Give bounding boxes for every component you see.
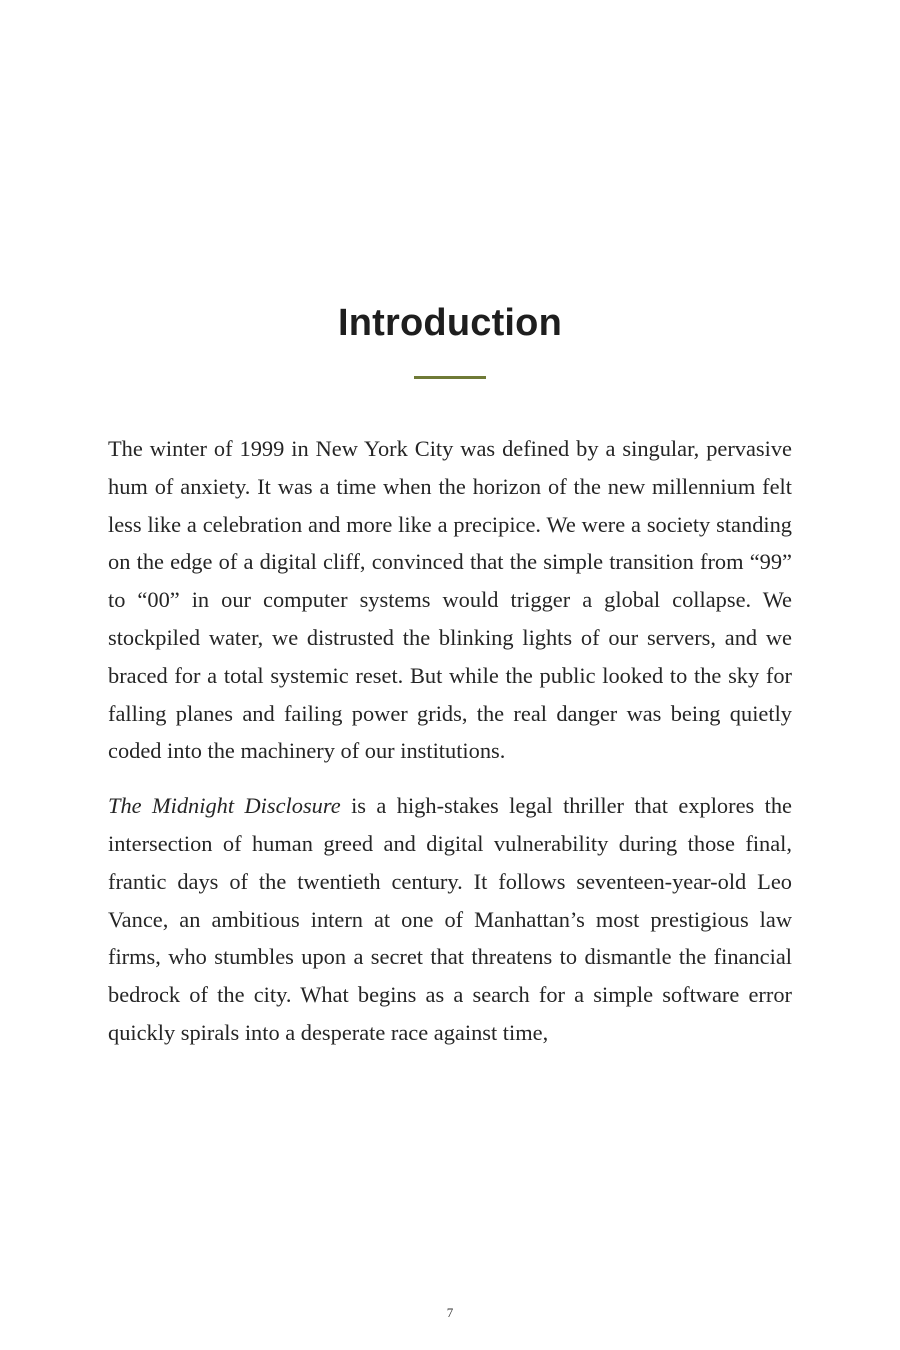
chapter-body: [108, 430, 792, 1069]
page-number: 7: [446, 1305, 454, 1320]
title-divider: [414, 376, 486, 379]
chapter-title: Introduction: [337, 302, 563, 344]
paragraph-text: is a high-stakes legal thriller that explores the intersection of human greed and digital vulnerability during those final, frantic days of the twentieth century. It follows seventeen-year-old Leo Vance, an ambitious intern at one of Manhattan’s most prestigious law firms, who stumbles upon a secret that threatens to dismantle the financial bedrock of the city. What begins as a search for a simple software error quickly spirals into a desperate race against time,: [108, 793, 792, 1045]
body-paragraph: [108, 787, 792, 1052]
body-paragraph: The winter of 1999 in New York City was defined by a singular, pervasive hum of anxiety. It was a time when the horizon of the new millennium felt less like a celebration and more like a precipice. We were a society standing on the edge of a digital cliff, convinced that the simple transition from “99” to “00” in our computer systems would trigger a global collapse. We stockpiled water, we distrusted the blinking lights of our servers, and we braced for a total systemic reset. But while the public looked to the sky for falling planes and failing power grids, the real danger was being quietly coded into the machinery of our institutions.: [108, 436, 792, 764]
book-title: The Midnight Disclosure: [108, 793, 341, 819]
